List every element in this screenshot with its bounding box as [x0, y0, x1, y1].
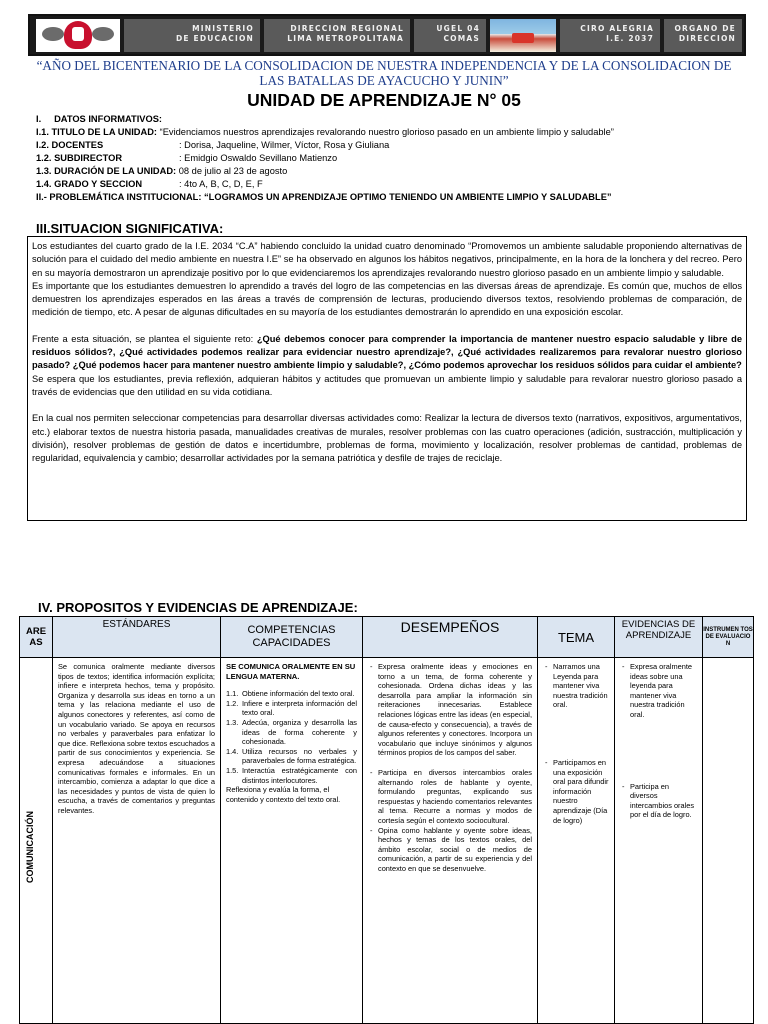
- capacidad-item: 1.3. Adecúa, organiza y desarrolla las ideas de forma coherente y cohesionada.: [226, 717, 357, 747]
- banner-direccion-regional: DIRECCION REGIONAL LIMA METROPOLITANA: [264, 19, 410, 52]
- area-cell: [20, 658, 53, 1024]
- page-title: UNIDAD DE APRENDIZAJE N° 05: [247, 90, 521, 110]
- evidencia-item: - Expresa oralmente ideas sobre una leyenda para mantener viva nuestra tradición oral.: [620, 662, 697, 720]
- capacidad-item: 1.1. Obtiene información del texto oral.: [226, 689, 355, 699]
- banner-organo: ORGANO DE DIRECCION: [664, 19, 742, 52]
- col-header-desempenos: DESEMPEÑOS: [363, 617, 538, 658]
- table-row: [20, 658, 754, 1024]
- desempeno-item: - Participa en diversos intercambios orales alternando roles de hablante y oyente, formulando preguntas, explicando sus respuestas y haciendo comentarios relevantes al tema. Recurre a normas y modos de cortesía según el contexto sociocultural.: [368, 768, 532, 826]
- desempeno-item: - Expresa oralmente ideas y emociones en torno a un tema, de forma coherente y cohesionada. Ordena dichas ideas y las desarrolla para ampliar la información sin reiteraciones innecesarias. Establece relaciones lógicas entre las ideas (en especial, de causa-efecto y consecuencia), a través de algunos referentes y conectores. Incorpora un vocabulario que incluye sinónimos y algunos términos propios de los campos del saber.: [368, 662, 532, 758]
- col-header-competencias: COMPETENCIAS CAPACIDADES: [221, 617, 363, 658]
- evidencias-cell: [615, 658, 703, 1024]
- banner-ministerio: MINISTERIO DE EDUCACION: [124, 19, 260, 52]
- propositos-title: IV. PROPOSITOS Y EVIDENCIAS DE APRENDIZAJE:: [38, 600, 358, 615]
- grado-row: 1.4. GRADO Y SECCION : 4to A, B, C, D, E, F: [36, 179, 263, 189]
- header-banner: [28, 14, 746, 56]
- col-header-instrumentos: INSTRUMEN TOS DE EVALUACIO N: [703, 617, 754, 658]
- docentes-row: I.2. DOCENTES : Dorisa, Jaqueline, Wilmer, Víctor, Rosa y Giuliana: [36, 140, 390, 150]
- col-header-tema: TEMA: [538, 617, 615, 658]
- banner-school: CIRO ALEGRIA I.E. 2037: [560, 19, 660, 52]
- table-header-row: [20, 617, 754, 658]
- tema-item: - Narramos una Leyenda para mantener viva nuestra tradición oral.: [543, 662, 609, 710]
- instrumentos-cell: [703, 658, 754, 1024]
- capacidad-item: 1.2. Infiere e interpreta información del texto oral.: [226, 698, 357, 718]
- titulo-row: I.1. TITULO DE LA UNIDAD: “Evidenciamos nuestros aprendizajes revalorando nuestro glorioso pasado en un ambiente limpio y saludable”: [36, 127, 614, 137]
- situacion-paragraph-2: Es importante que los estudiantes demuestren lo aprendido a través del logro de las competencias en las diversas áreas de aprendizaje. Es común que, muchos de ellos demuestren los aprendizajes esperados en las áreas a través de comprensión de lecturas, produciendo diversos textos, resolviendo problemas de comparación, de medición de tiempo, etc. A pesar de algunas dificultades en su mayoría de los estudiantes demostrarán lo aprendido en una exposición escolar.: [32, 280, 742, 318]
- area-label: COMUNICACIÓN: [25, 811, 35, 883]
- col-header-estandares: ESTÁNDARES: [53, 617, 221, 658]
- competencias-cell: [221, 658, 363, 1024]
- school-photo: [490, 19, 556, 52]
- datos-heading: I. DATOS INFORMATIVOS:: [36, 114, 163, 124]
- situacion-paragraph-1: Los estudiantes del cuarto grado de la I.E. 2034 “C.A” habiendo concluido la unidad cuatro denominado “Promovemos un ambiente saludable proponiendo alternativas de solución para el cuidado del medio ambiente en nuestra I.E” se ha observado en algunos los hábitos negativos, principalmente, en la hora de la lonchera y del recreo. Pero en su mayoría demostraron un aprendizaje positivo por lo que evidenciaremos los aprendizajes revalorando nuestro glorioso pasado en un ambiente limpio y saludable.: [32, 241, 742, 278]
- situacion-paragraph-3: Frente a esta situación, se plantea el siguiente reto: ¿Qué debemos conocer para comprender la importancia de mantener nuestro espacio saludable y libre de residuos sólidos?, ¿Qué actividades podemos realizar para evidenciar nuestro aprendizaje?, ¿Qué actividades realizaremos para revalorar nuestro glorioso pasado? ¿Qué podemos hacer para mantener nuestro ambiente limpio y saludable?, ¿Cómo podemos aprovechar los residuos sólidos para cuidar el ambiente?: [32, 333, 742, 371]
- competencia-title: SE COMUNICA ORALMENTE EN SU LENGUA MATERNA.: [226, 662, 356, 681]
- propositos-table: [19, 616, 754, 1024]
- evidencia-item: - Participa en diversos intercambios orales por el día de logro.: [620, 782, 697, 820]
- capacidad-item: 1.4. Utiliza recursos no verbales y paraverbales de forma estratégica.: [226, 746, 357, 766]
- estandar-cell: Se comunica oralmente mediante diversos tipos de textos; identifica información explícita; infiere e interpreta hechos, tema y propósito. Organiza y desarrolla sus ideas en torno a un tema y las relaciona mediante el uso de algunos conectores y referentes, así como de un vocabulario variado. Se apoya en recursos no verbales y paraverbales para enfatizar lo que dice. Reflexiona sobre textos escuchados a partir de sus conocimientos y experiencia. Se expresa adecuándose a situaciones comunicativas formales e informales. En un intercambio, comienza a adaptar lo que dice a las necesidades y puntos de vista de quien lo escucha, a través de comentarios y preguntas relevantes.: [53, 658, 221, 1024]
- col-header-evidencias: EVIDENCIAS DE APRENDIZAJE: [615, 617, 703, 658]
- desempeno-item: - Opina como hablante y oyente sobre ideas, hechos y temas de los textos orales, del ámbito escolar, social o de medios de comunicación, a partir de su experiencia y del contexto en que se desenvuelve.: [368, 826, 532, 874]
- tema-cell: [538, 658, 615, 1024]
- problematica-row: II.- PROBLEMÁTICA INSTITUCIONAL: “LOGRAMOS UN APRENDIZAJE OPTIMO TENIENDO UN AMBIENTE LIMPIO Y SALUDABLE”: [36, 192, 612, 202]
- peru-coat-of-arms-logo: [36, 19, 120, 52]
- situacion-paragraph-4: Se espera que los estudiantes, previa reflexión, adquieran hábitos y actitudes que promuevan un ambiente limpio y saludable para revalorar nuestro glorioso pasado a través de evidencias que den utilidad en su vida cotidiana.: [32, 373, 742, 397]
- capacidad-final: Reflexiona y evalúa la forma, el contenido y contexto del texto oral.: [226, 785, 341, 804]
- desempenos-cell: [363, 658, 538, 1024]
- capacidad-item: 1.5. Interactúa estratégicamente con distintos interlocutores.: [226, 765, 357, 785]
- duracion-row: 1.3. DURACIÓN DE LA UNIDAD: 08 de julio al 23 de agosto: [36, 166, 288, 176]
- tema-item: - Participamos en una exposición oral para difundir información nuestro aprendizaje (Día de logro): [543, 758, 609, 825]
- situacion-box: [27, 236, 747, 521]
- col-header-areas: ARE AS: [20, 617, 53, 658]
- banner-ugel: UGEL 04 COMAS: [414, 19, 486, 52]
- situacion-paragraph-5: En la cual nos permiten seleccionar competencias para desarrollar diversas actividades como: Realizar la lectura de diversos texto (narrativos, expositivos, argumentativos, etc.) elaborar textos de nuestra historia pasada, manualidades creativas de murales, resolver problemas con las cuatro operaciones (adición, sustracción, multiplicación y división), resolver problemas de gestión de datos e incertidumbre, problemas de forma, movimiento y localización, resolver problemas de cantidad, problemas de regularidad, equivalencia y cambio; desarrollar actividades por la semana patriótica y desfile de trajes de reciclaje.: [32, 413, 742, 464]
- subdirector-row: 1.2. SUBDIRECTOR : Emidgio Oswaldo Sevillano Matienzo: [36, 153, 338, 163]
- situacion-title: III.SITUACION SIGNIFICATIVA:: [36, 221, 224, 236]
- year-motto: “AÑO DEL BICENTENARIO DE LA CONSOLIDACION DE NUESTRA INDEPENDENCIA Y DE LA CONSOLIDACION DE LAS BATALLAS DE AYACUCHO Y JUNIN”: [36, 58, 732, 88]
